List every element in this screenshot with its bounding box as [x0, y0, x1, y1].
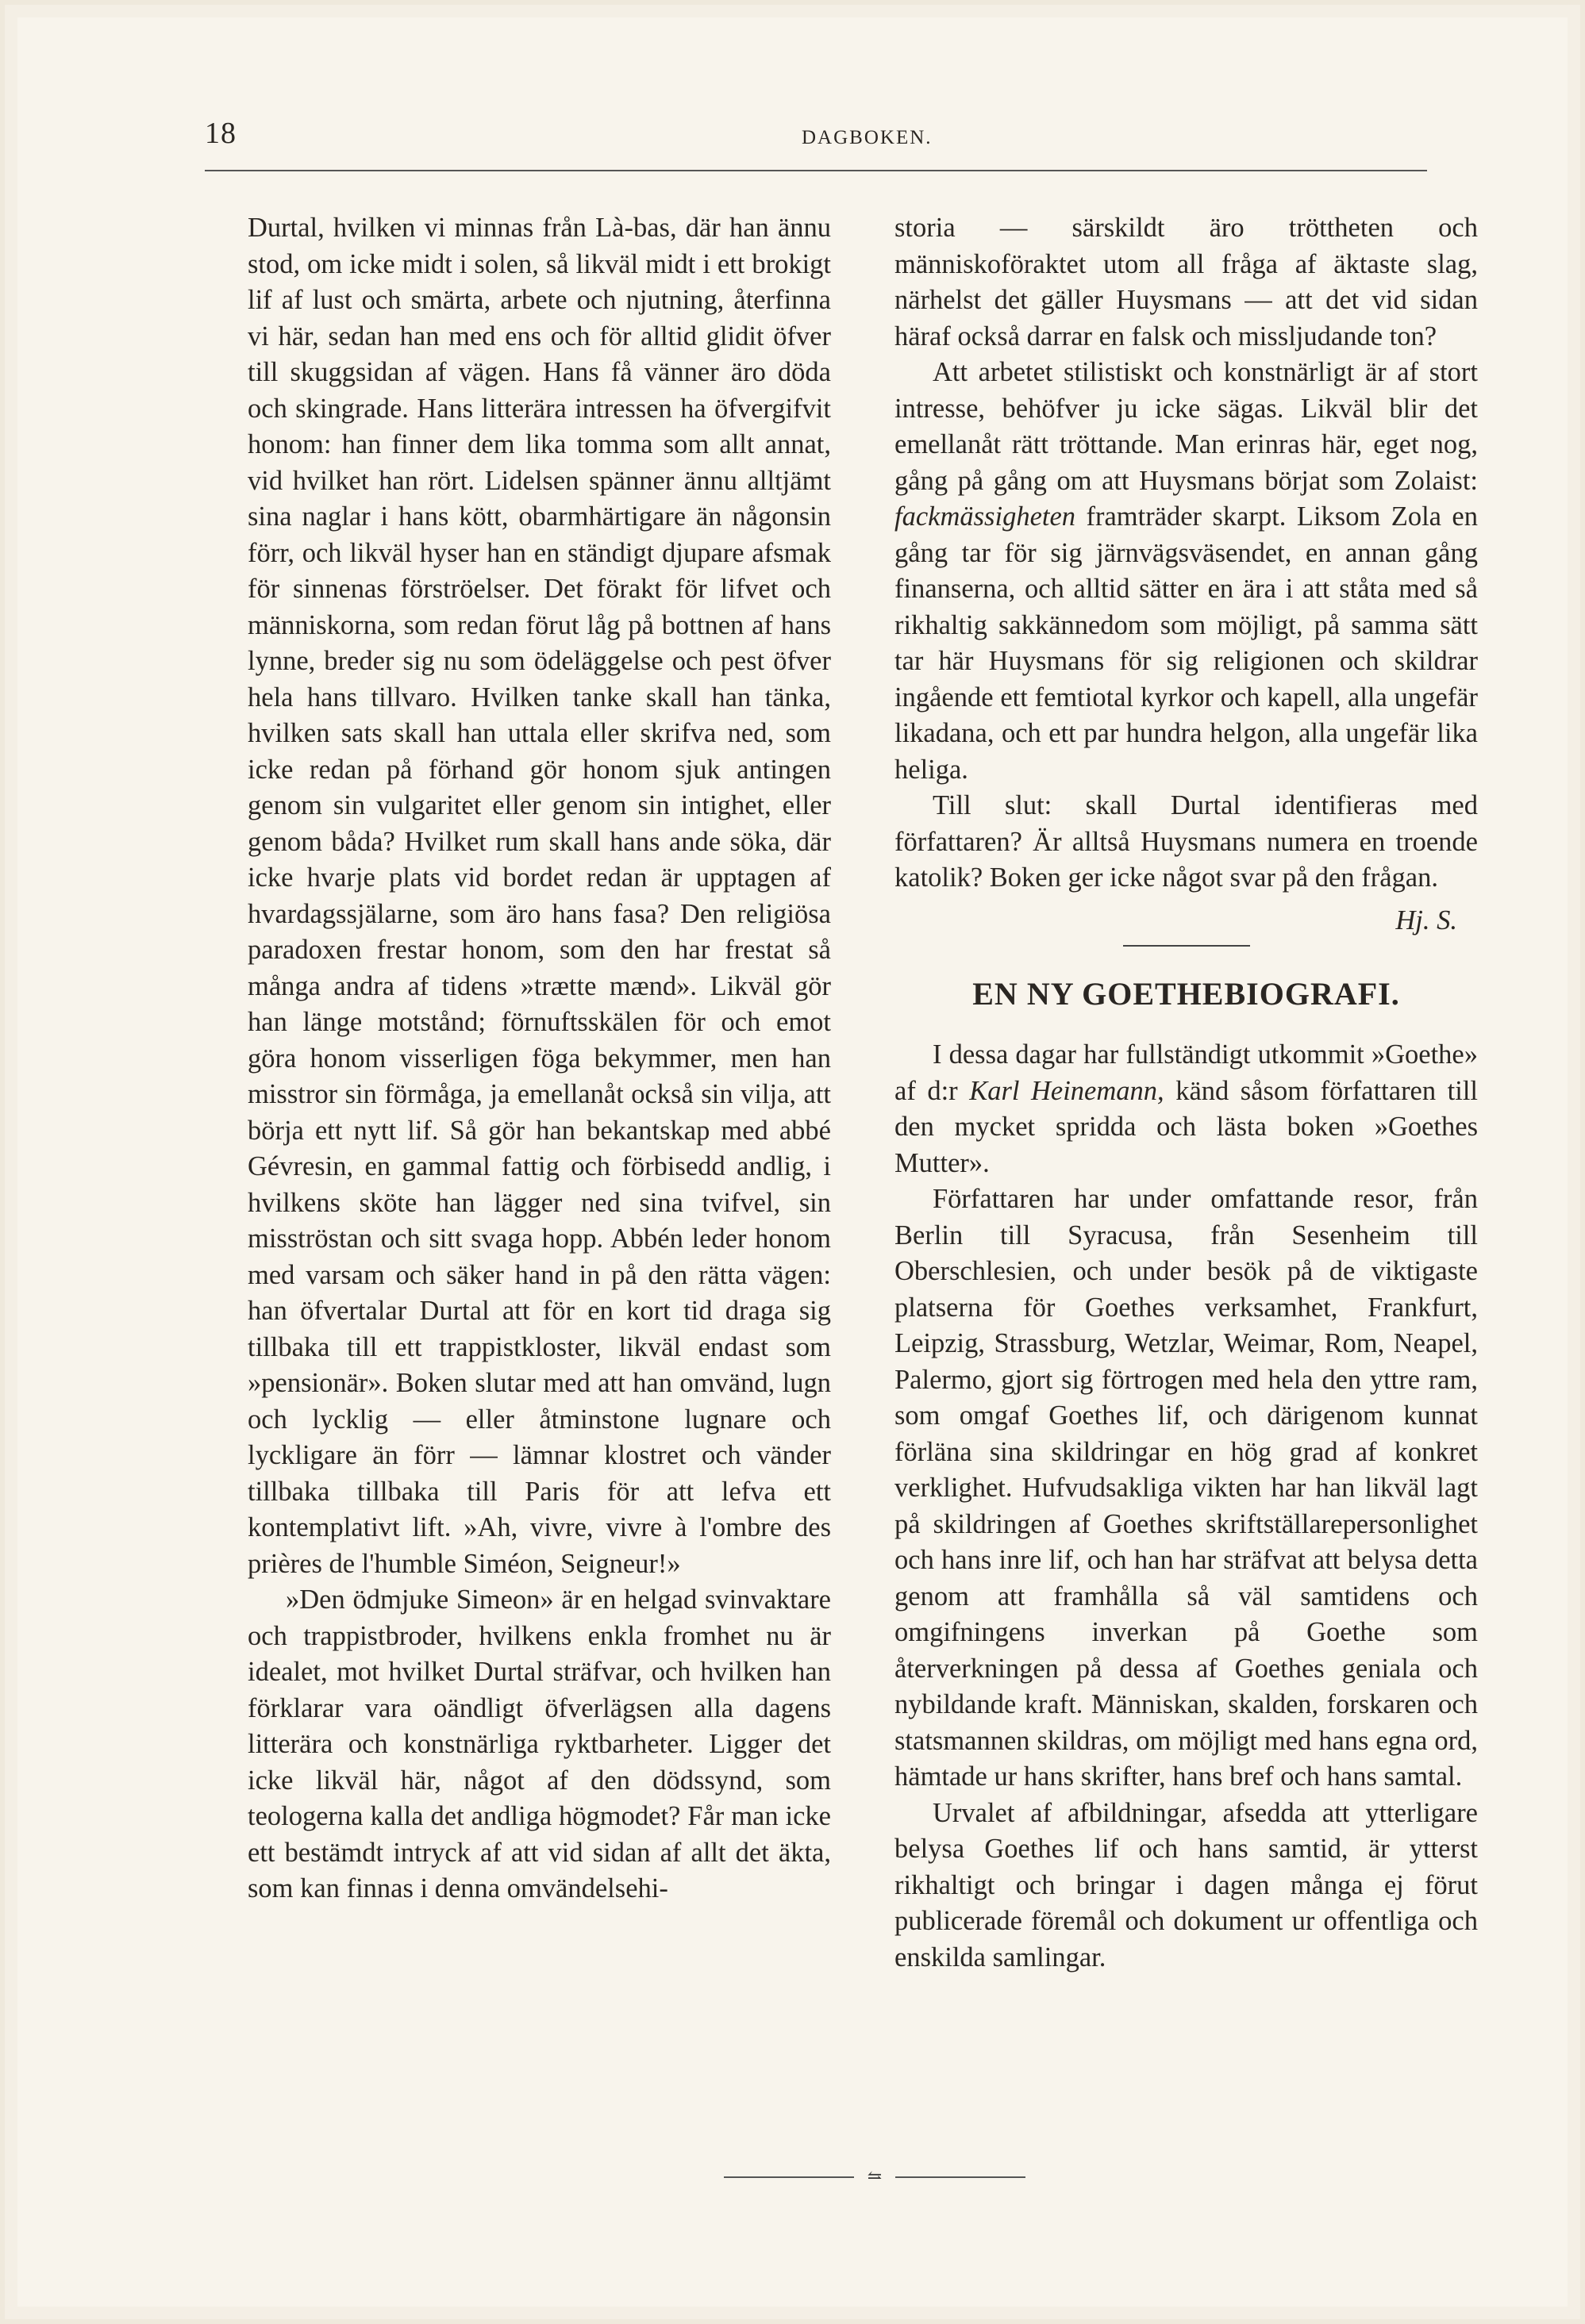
- paragraph-goethe-intro-start: I dessa dagar har fullständigt utkommit »Goethe» af d:r: [894, 1039, 1478, 1106]
- running-head: DAGBOKEN.: [802, 127, 933, 148]
- paragraph-style: [894, 355, 1478, 788]
- paragraph-style-end: framträder skarpt. Liksom Zola en gång tar för sig järnvägsväsendet, en annan gång finanserna, och alltid sätter en ära i att ståta med så rikhaltig sakkännedom som möjligt, på samma sätt tar här Huysmans för sig religionen och skildrar ingående ett femtiotal kyrkor och kapell, alla ungefär likadana, och ett par hundra helgon, alla ungefär lika heliga.: [894, 501, 1478, 785]
- paragraph-durtal: Durtal, hvilken vi minnas från Là-bas, där han ännu stod, om icke midt i solen, så likväl midt i ett brokigt lif af lust och smärta, arbete och njutning, återfinna vi här, sedan han med ens och för alltid glidit öfver till skuggsidan af vägen. Hans få vänner äro döda och skingrade. Hans litterära intressen ha öfvergifvit honom: han finner dem lika tomma som allt annat, vid hvilket han rört. Lidelsen spänner ännu alltjämt sina naglar i hans kött, obarmhärtigare än någonsin förr, och likväl hyser han en ständigt djupare afsmak för sinnenas förströelser. Det förakt för lifvet och människorna, som redan förut låg på bottnen af hans lynne, breder sig nu som ödeläggelse och pest öfver hela hans tillvaro. Hvilken tanke skall han tänka, hvilken sats skall han uttala eller skrifva ned, som icke redan på förhand gör honom sjuk antingen genom sin vulgaritet eller genom sin intighet, eller genom båda? Hvilket rum skall hans ande söka, där icke hvarje plats vid bordet redan är upptagen af hvardagssjälarne, som äro hans fasa? Den religiösa paradoxen frestar honom, som den har frestat så många andra af tidens »trætte mænd». Likväl gör han länge motstånd; förnuftsskälen för och emot göra honom visserligen föga bekymmer, men han misstror sin förmåga, ja emellanåt också sin vilja, att börja ett nytt lif. Så gör han bekantskap med abbé Gévresin, en gammal fattig och förbisedd andlig, i hvilkens sköte han lägger ned sina tvifvel, sin misströstan och sitt svaga hopp. Abbén leder honom med varsam och säker hand in på den rätta vägen: han öfvertalar Durtal att för en kort tid draga sig tillbaka till ett trappistkloster, likväl endast som »pensionär». Boken slutar med att han omvänd, lugn och lycklig — eller åtminstone lugnare och lyckligare än förr — lämnar klostret och vänder tillbaka tillbaka till Paris för att lefva ett kontemplativt lift. »Ah, vivre, vivre à l'ombre des prières de l'humble Siméon, Seigneur!»: [248, 213, 831, 1579]
- paragraph-goethe-intro: [894, 1037, 1478, 1181]
- header-rule: [205, 170, 1427, 171]
- paragraph-goethe-illustrations: Urvalet af afbildningar, afsedda att ytterligare belysa Goethes lif och hans samtid, är ytterst rikhaltigt och bringar i dagen många ej förut publicerade föremål och dokument ur offentliga och enskilda samlingar.: [894, 1797, 1478, 1973]
- paragraph-continuation: storia — särskildt äro tröttheten och människoföraktet utom all fråga af äktaste slag, närhelst det gäller Huysmans — att det vid sidan häraf också darrar en falsk och missljudande ton?: [894, 213, 1478, 351]
- left-column: [248, 210, 831, 1907]
- ornament-icon: ⥦: [854, 2166, 895, 2187]
- section-title: EN NY GOETHEBIOGRAFI.: [972, 976, 1400, 1012]
- paragraph-conclusion: Till slut: skall Durtal identifieras med författaren? Är alltså Huysmans numera en troende katolik? Boken ger icke något svar på den frågan.: [894, 790, 1478, 893]
- paragraph-goethe-travels: Författaren har under omfattande resor, från Berlin till Syracusa, från Sesenheim till Oberschlesien, och under besök på de viktigaste platserna för Goethes verksamhet, Frankfurt, Leipzig, Strassburg, Wetzlar, Weimar, Rom, Neapel, Palermo, gjort sig förtrogen med hela den yttre ram, som omgaf Goethes lif, och därigenom kunnat förläna sina skildringar en hög grad af konkret verklighet. Hufvudsakliga vikten har han likväl lagt på skildringen af Goethes skriftställarepersonlighet och hans inre lif, och han har sträfvat att belysa detta genom att framhålla så väl samtidens och omgifningens inverkan på Goethe som återverkningen på dessa af Goethes geniala och nybildande kraft. Människan, skalden, forskaren och statsmannen skildras, om möjligt med hans egna ord, hämtade ur hans skrifter, hans bref och hans samtal.: [894, 1184, 1478, 1792]
- right-column: [894, 210, 1478, 1976]
- page-number: 18: [205, 117, 237, 150]
- paragraph-goethe-intro-end: känd såsom författaren till den mycket spridda och lästa boken »Goethes Mutter».: [894, 1075, 1478, 1178]
- paragraph-simeon: »Den ödmjuke Simeon» är en helgad svinvaktare och trappistbroder, hvilkens enkla fromhet nu är idealet, mot hvilket Durtal sträfvar, och hvilken han förklarar vara oändligt öfverlägsen alla dagens litterära och konstnärliga ryktbarheter. Ligger det icke likväl här, något af den dödssynd, som teologerna kalla det andliga högmodet? Får man icke ett bestämdt intryck af att vid sidan af allt det äkta, som kan finnas i denna omvändelsehi-: [248, 1585, 831, 1903]
- page-header: [205, 116, 1427, 163]
- emphasis-fackmassigheten: fackmässigheten: [894, 501, 1076, 532]
- paragraph-style-start: Att arbetet stilistiskt och konstnärligt är af stort intresse, behöfver ju icke sägas. Likväl blir det emellanåt rätt tröttande. Man erinras här, eget nog, gång på gång om att Huysmans börjat som Zolaist:: [894, 357, 1478, 496]
- author-signature: Hj. S.: [1395, 905, 1457, 935]
- section-divider: [1123, 945, 1250, 947]
- ornament-divider: [724, 2166, 1025, 2186]
- emphasis-author-name: Karl Heinemann,: [969, 1075, 1164, 1106]
